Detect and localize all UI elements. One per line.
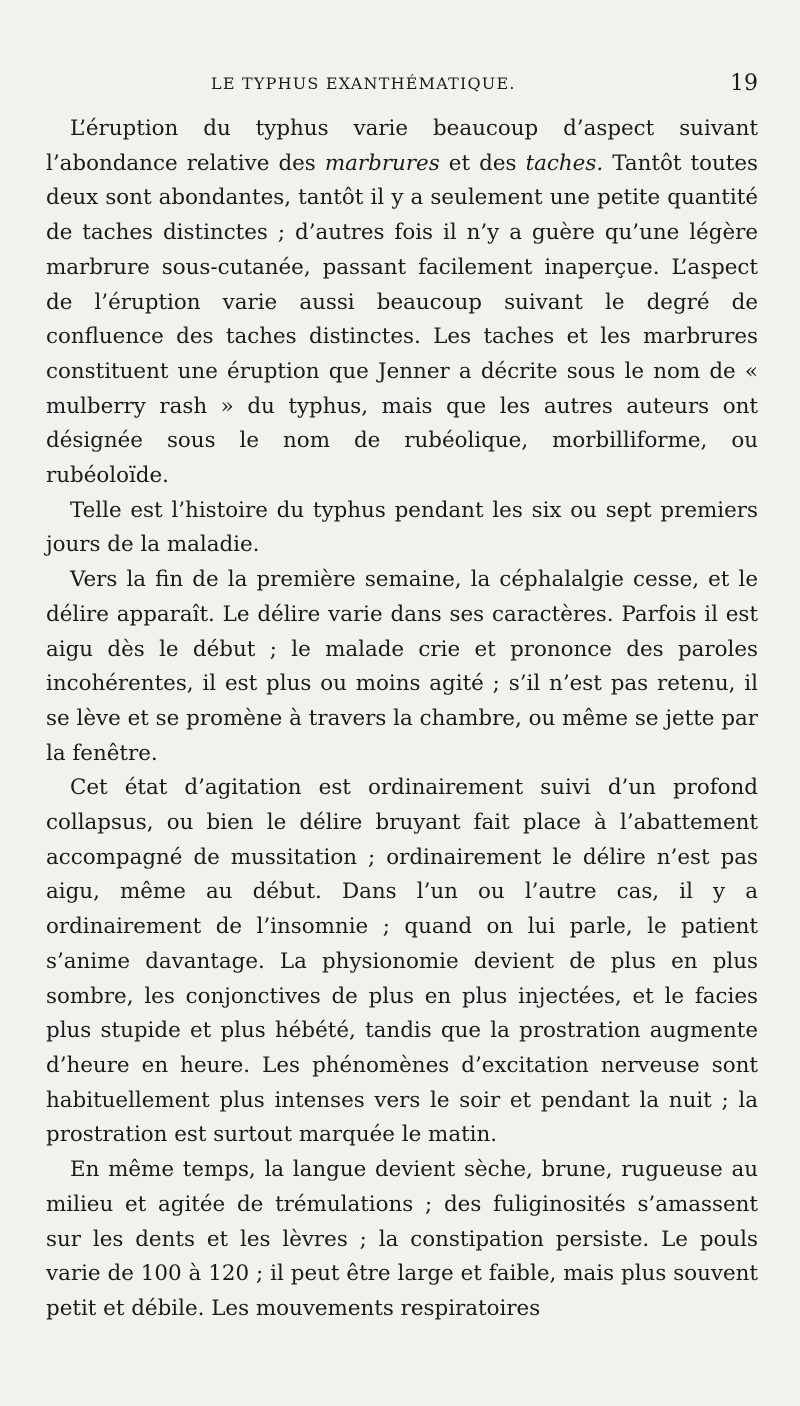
paragraph-5: [46, 1153, 758, 1327]
paragraph-3: [46, 563, 758, 771]
text-run: et des: [439, 150, 526, 176]
text-run: Telle est l’histoire du typhus pendant les six ou sept premiers jours de la maladie.: [46, 497, 758, 558]
text-run: Tantôt toutes deux sont abondantes, tantôt il y a seulement une petite quantité de taches distinctes ; d’autres fois il n’y a guère qu’une légère marbrure sous-cutanée, passant facilement inaperçue. L’aspect de l’éruption varie aussi beaucoup suivant le degré de confluence des taches distinctes. Les taches et les marbrures constituent une éruption que Jenner a décrite sous le nom de « mulberry rash » du typhus, mais que les autres auteurs ont désignée sous le nom de rubéolique, morbilliforme, ou rubéoloïde.: [46, 150, 758, 489]
body-text: [46, 112, 758, 1327]
text-run: L’éruption du typhus varie beaucoup d’aspect suivant l’abondance relative des: [46, 116, 758, 176]
running-title: LE TYPHUS EXANTHÉMATIQUE.: [211, 74, 516, 93]
page-header: [46, 71, 758, 104]
italic-term: marbrures: [324, 150, 440, 176]
paragraph-2: [46, 494, 758, 563]
paragraph-4: [46, 771, 758, 1153]
text-run: Cet état d’agitation est ordinairement suivi d’un profond collapsus, ou bien le délire bruyant fait place à l’abattement accompagné de mussitation ; ordinairement le délire n’est pas aigu, même au début. Dans l’un ou l’autre cas, il y a ordinairement de l’insomnie ; quand on lui parle, le patient s’anime davantage. La physionomie devient de plus en plus sombre, les conjonctives de plus en plus injectées, et le facies plus stupide et plus hébété, tandis que la prostration augmente d’heure en heure. Les phénomènes d’excitation nerveuse sont habituellement plus intenses vers le soir et pendant la nuit ; la prostration est surtout marquée le matin.: [46, 775, 758, 1148]
italic-term: taches.: [525, 150, 604, 176]
text-run: En même temps, la langue devient sèche, brune, rugueuse au milieu et agitée de trémulations ; des fuliginosités s’amassent sur les dents et les lèvres ; la constipation persiste. Le pouls varie de 100 à 120 ; il peut être large et faible, mais plus souvent petit et débile. Les mouvements respiratoires: [46, 1157, 758, 1321]
paragraph-1: [46, 112, 758, 494]
page-number: 19: [730, 71, 758, 96]
text-run: Vers la fin de la première semaine, la céphalalgie cesse, et le délire apparaît. Le délire varie dans ses caractères. Parfois il est aigu dès le début ; le malade crie et prononce des paroles incohérentes, il est plus ou moins agité ; s’il n’est pas retenu, il se lève et se promène à travers la chambre, ou même se jette par la fenêtre.: [46, 567, 758, 766]
